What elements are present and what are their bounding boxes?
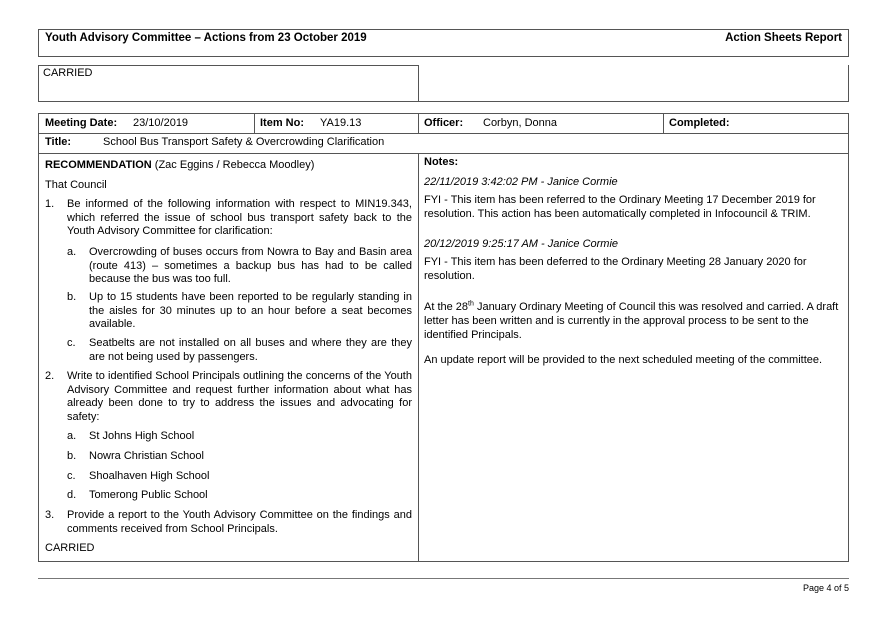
note-paragraph: An update report will be provided to the next scheduled meeting of the committee. — [424, 354, 823, 366]
sub-item-number: a. — [67, 246, 77, 258]
sub-item-text: Tomerong Public School — [89, 489, 208, 501]
sub-item-text: Overcrowding of buses occurs from Nowra to Bay and Basin area (route 413) – sometimes a backup bus has had to be called because the bus was too full. — [89, 246, 412, 285]
report-header — [38, 29, 849, 57]
notes-label: Notes: — [424, 156, 459, 168]
item-text: Be informed of the following information with respect to MIN19.343, which referred the issue of school bus transport safety back to the Youth Advisory Committee for clarification: — [67, 198, 412, 237]
note-timestamp: 20/12/2019 9:25:17 AM - Janice Cormie — [424, 238, 619, 250]
sub-item-text: St Johns High School — [89, 430, 195, 442]
recommendation-intro: That Council — [45, 179, 107, 191]
sub-item-text: Nowra Christian School — [89, 450, 204, 462]
status-box-left — [38, 65, 419, 102]
column-divider — [418, 153, 419, 561]
sub-item-text: Seatbelts are not installed on all buses and where they are they are not being used by passengers. — [89, 337, 412, 363]
sub-item-text: Shoalhaven High School — [89, 470, 210, 482]
note-text: FYI - This item has been referred to the Ordinary Meeting 17 December 2019 for resolution. This action has been automatically completed in Infocouncil & TRIM. — [424, 194, 816, 220]
item-no-value: YA19.13 — [320, 117, 362, 129]
meeting-date-label: Meeting Date: — [45, 117, 118, 129]
divider — [254, 114, 255, 133]
recommendation-movers: (Zac Eggins / Rebecca Moodley) — [154, 159, 315, 171]
officer-value: Corbyn, Donna — [483, 117, 557, 129]
recommendation-outcome: CARRIED — [45, 542, 95, 554]
sub-item-number: d. — [67, 489, 77, 501]
recommendation-label: RECOMMENDATION — [45, 159, 152, 171]
item-text: Write to identified School Principals outlining the concerns of the Youth Advisory Committee and request further information about what has already been done to try to address the issues and advocating for safety: — [67, 370, 412, 423]
footer-rule — [38, 578, 849, 579]
note-paragraph-rest: January Ordinary Meeting of Council this was resolved and carried. A draft letter has been written and is currently in the approval process to be sent to the identified Principals. — [424, 301, 839, 341]
note-paragraph-start: At the 28 — [424, 301, 469, 313]
sub-item-text: Up to 15 students have been reported to be regularly standing in the aisles for 30 minutes up to an hour before a seat becomes available. — [89, 291, 412, 330]
item-number: 2. — [45, 370, 55, 382]
recommendation-header — [45, 159, 314, 171]
meeting-date-value: 23/10/2019 — [133, 117, 189, 129]
officer-label: Officer: — [424, 117, 464, 129]
divider — [663, 114, 664, 133]
title-label: Title: — [45, 136, 72, 148]
meta-row — [38, 113, 849, 134]
status-box-right — [418, 65, 849, 102]
sub-item-number: a. — [67, 430, 77, 442]
note-paragraph — [424, 300, 842, 342]
ordinal-suffix: th — [468, 300, 474, 308]
sub-item-number: c. — [67, 470, 76, 482]
sub-item-number: b. — [67, 291, 77, 303]
sub-item-number: b. — [67, 450, 77, 462]
item-text: Provide a report to the Youth Advisory Committee on the findings and comments received from School Principals. — [67, 509, 412, 535]
title-value: School Bus Transport Safety & Overcrowding Clarification — [103, 136, 385, 148]
note-timestamp: 22/11/2019 3:42:02 PM - Janice Cormie — [424, 176, 618, 188]
page-number: Page 4 of 5 — [802, 583, 849, 593]
completed-label: Completed: — [669, 117, 730, 129]
item-no-label: Item No: — [260, 117, 304, 129]
report-type: Action Sheets Report — [725, 32, 842, 44]
title-row — [38, 133, 849, 154]
note-text: FYI - This item has been deferred to the Ordinary Meeting 28 January 2020 for resolution. — [424, 256, 807, 282]
item-number: 3. — [45, 509, 55, 521]
status-text: CARRIED — [43, 67, 93, 79]
sub-item-number: c. — [67, 337, 76, 349]
item-number: 1. — [45, 198, 55, 210]
divider — [418, 114, 419, 133]
report-title: Youth Advisory Committee – Actions from 23 October 2019 — [45, 32, 367, 44]
